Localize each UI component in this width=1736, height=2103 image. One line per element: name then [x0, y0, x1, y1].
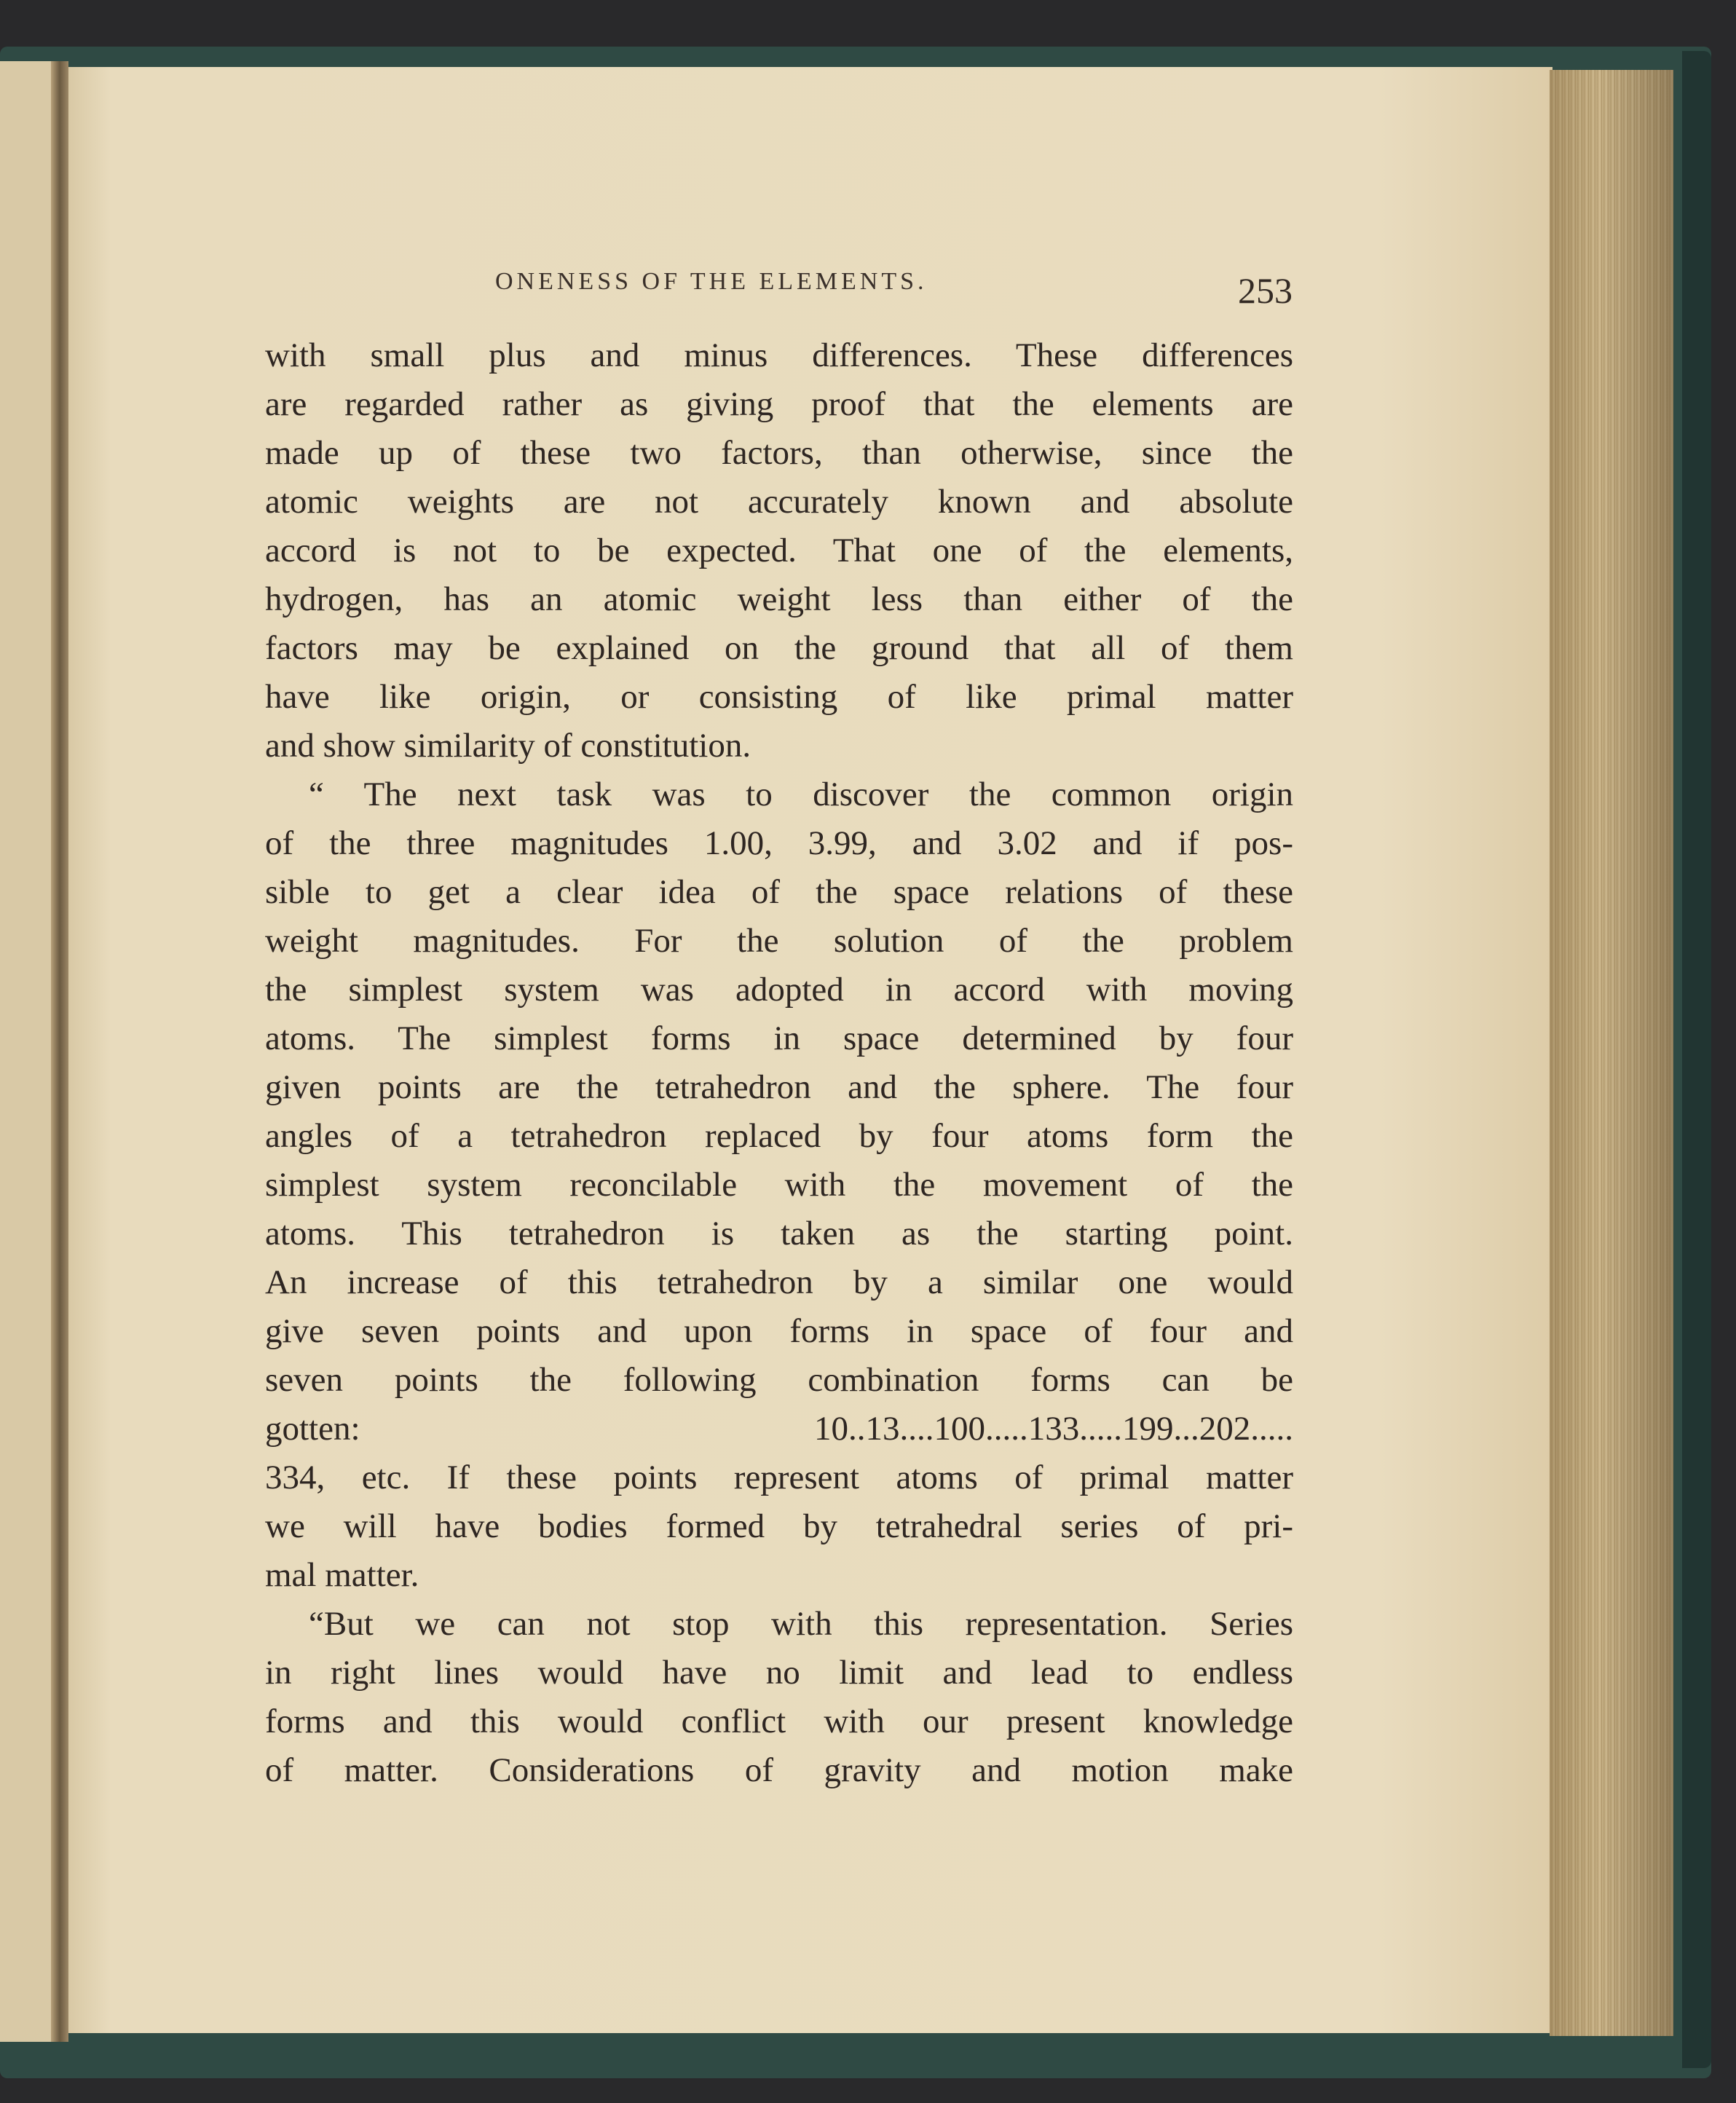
text-line: in right lines would have no limit and lead to endless — [265, 1654, 1293, 1692]
text-line: mal matter. — [265, 1556, 419, 1594]
text-line: with small plus and minus differences. These differences — [265, 336, 1293, 374]
text-line: we will have bodies formed by tetrahedral series of pri- — [265, 1507, 1293, 1545]
text-line: atomic weights are not accurately known and absolute — [265, 483, 1293, 521]
body-text — [265, 331, 1293, 1795]
text-line: atoms. This tetrahedron is taken as the starting point. — [265, 1215, 1293, 1252]
text-line: angles of a tetrahedron replaced by four atoms form the — [265, 1117, 1293, 1155]
book-gutter — [51, 61, 68, 2042]
text-line: hydrogen, has an atomic weight less than either of the — [265, 580, 1293, 618]
text-line: of the three magnitudes 1.00, 3.99, and 3.02 and if pos- — [265, 824, 1293, 862]
text-line: factors may be explained on the ground that all of them — [265, 629, 1293, 667]
text-line: made up of these two factors, than otherwise, since the — [265, 434, 1293, 472]
text-line: weight magnitudes. For the solution of the problem — [265, 922, 1293, 960]
page-stack-shade — [1550, 70, 1673, 2036]
text-line: the simplest system was adopted in accord with moving — [265, 971, 1293, 1009]
text-line: simplest system reconcilable with the movement of the — [265, 1166, 1293, 1204]
text-line: 334, etc. If these points represent atoms of primal matter — [265, 1459, 1293, 1496]
text-line: given points are the tetrahedron and the sphere. The four — [265, 1068, 1293, 1106]
text-line: “ The next task was to discover the common origin — [309, 776, 1293, 813]
text-line: “But we can not stop with this representation. Series — [309, 1605, 1293, 1643]
cover-edge — [1682, 51, 1711, 2068]
running-head: ONENESS OF THE ELEMENTS. — [495, 268, 928, 295]
text-line: An increase of this tetrahedron by a similar one would — [265, 1263, 1293, 1301]
page-number: 253 — [1238, 270, 1293, 311]
text-line: gotten: 10..13....100.....133.....199...202..... — [265, 1410, 1293, 1448]
text-line: give seven points and upon forms in space of four and — [265, 1312, 1293, 1350]
text-line: forms and this would conflict with our present knowledge — [265, 1702, 1293, 1740]
text-line: accord is not to be expected. That one of the elements, — [265, 532, 1293, 569]
text-line: seven points the following combination forms can be — [265, 1361, 1293, 1399]
text-line: atoms. The simplest forms in space determined by four — [265, 1019, 1293, 1057]
text-line: of matter. Considerations of gravity and motion make — [265, 1751, 1293, 1789]
text-line: and show similarity of constitution. — [265, 727, 751, 765]
text-line: have like origin, or consisting of like primal matter — [265, 678, 1293, 716]
text-line: are regarded rather as giving proof that the elements are — [265, 385, 1293, 423]
text-line: sible to get a clear idea of the space relations of these — [265, 873, 1293, 911]
